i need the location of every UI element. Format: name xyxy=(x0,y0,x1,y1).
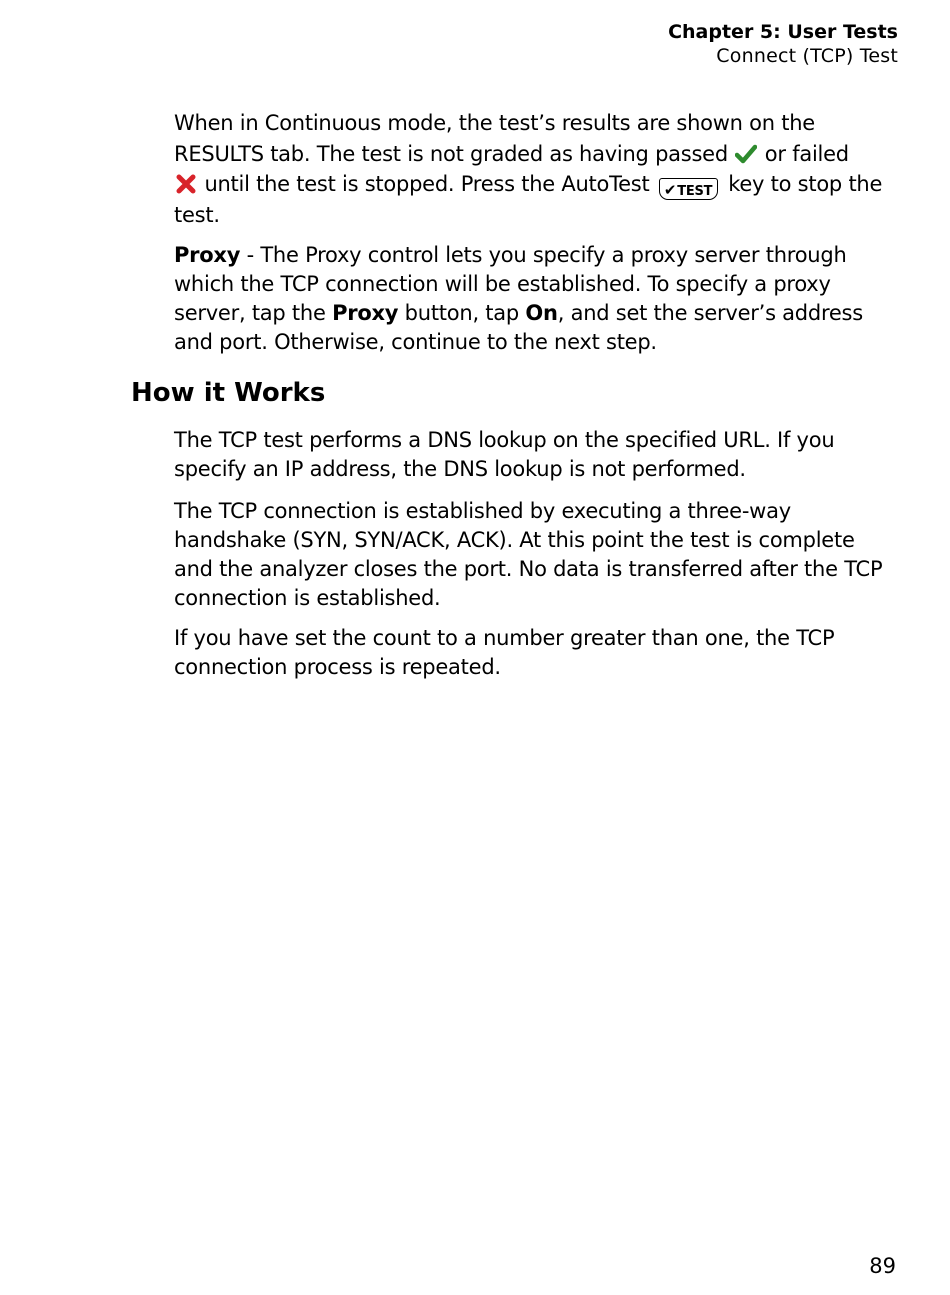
handshake-paragraph: The TCP connection is established by executing a three-way handshake (SYN, SYN/ACK, ACK). At this point the test is complete and the analyzer closes the port. No data is transferred after the TCP connection is established. xyxy=(174,499,883,610)
continuous-text-1: When in Continuous mode, the test’s results are shown on the RESULTS tab. The test is not graded as having passed xyxy=(174,111,815,166)
proxy-text-2: button, tap xyxy=(398,301,526,325)
page-number: 89 xyxy=(869,1254,896,1278)
proxy-paragraph xyxy=(174,241,896,357)
chapter-title: Chapter 5: User Tests xyxy=(668,21,898,43)
proxy-text-3: , and set the server’s address and port. Otherwise, continue to the next step. xyxy=(174,301,863,354)
continuous-text-3: until the test is stopped. Press the AutoTest xyxy=(204,172,650,196)
check-icon xyxy=(735,144,757,164)
autotest-key-label: TEST xyxy=(677,184,713,199)
proxy-term: Proxy xyxy=(174,243,241,267)
dns-lookup-paragraph: The TCP test performs a DNS lookup on the specified URL. If you specify an IP address, the DNS lookup is not performed. xyxy=(174,428,835,481)
running-header xyxy=(668,20,898,68)
proxy-on-ref: On xyxy=(525,301,558,325)
proxy-button-ref: Proxy xyxy=(332,301,399,325)
section-title: Connect (TCP) Test xyxy=(716,45,898,67)
how-it-works-heading: How it Works xyxy=(131,378,326,408)
count-paragraph: If you have set the count to a number greater than one, the TCP connection process is repeated. xyxy=(174,626,835,679)
cross-icon xyxy=(175,174,197,194)
continuous-text-2: or failed xyxy=(764,141,849,166)
autotest-key-icon: ✔TEST xyxy=(659,178,718,200)
continuous-text-4: key to stop the test. xyxy=(174,172,883,227)
proxy-text-1: - The Proxy control lets you specify a proxy server through which the TCP connection will be established. To specify a proxy server, tap the xyxy=(174,243,847,325)
continuous-mode-paragraph xyxy=(174,108,896,231)
